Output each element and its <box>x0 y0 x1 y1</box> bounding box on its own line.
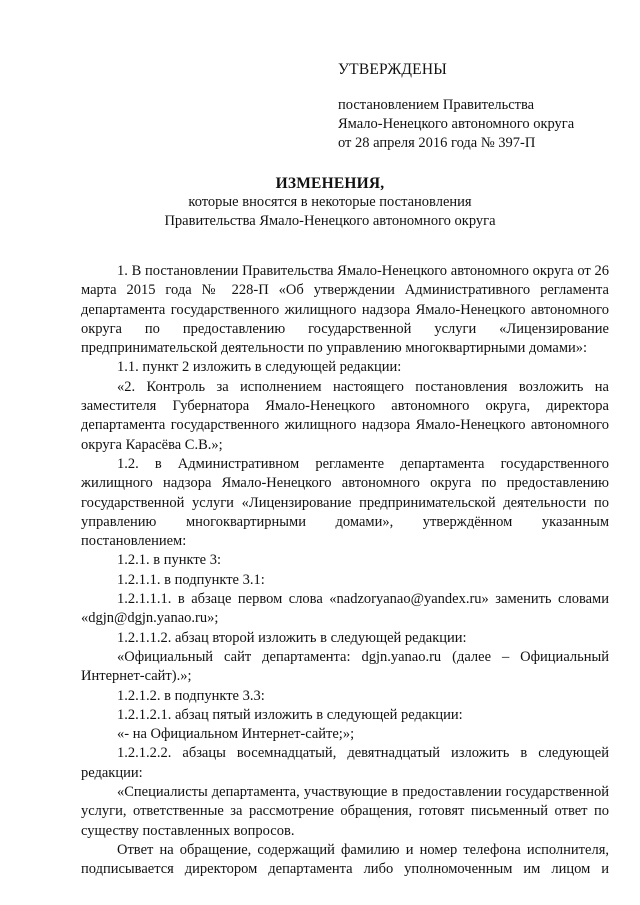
document-title-block <box>60 174 600 231</box>
paragraph: 1.2.1.1. в подпункте 3.1: <box>117 571 265 588</box>
approval-heading: УТВЕРЖДЕНЫ <box>338 61 447 78</box>
paragraph: 1.2. в Административном регламенте департамента государственного жилищного надзора Ямало-Ненецкого автономного округа по предоставлению государственной услуги «Лицензирование предпринимательской деятельности по управлению многоквартирными домами», утверждённом указанным постановлением: <box>81 455 609 550</box>
document-body <box>81 262 609 880</box>
approval-block <box>338 60 618 153</box>
document-title: ИЗМЕНЕНИЯ, <box>275 175 385 192</box>
paragraph: «- на Официальном Интернет-сайте;»; <box>117 726 355 743</box>
paragraph: 1.2.1. в пункте 3: <box>117 552 222 569</box>
document-subtitle-line: которые вносятся в некоторые постановления <box>188 194 472 210</box>
paragraph: «Специалисты департамента, участвующие в предоставлении государственной услуги, ответственные за рассмотрение обращения, готовят письменный ответ по существу поставленных вопросов. <box>81 784 609 839</box>
approval-line: Ямало-Ненецкого автономного округа <box>338 116 575 132</box>
paragraph: 1.2.1.2.1. абзац пятый изложить в следующей редакции: <box>117 706 463 723</box>
paragraph: 1.2.1.1.2. абзац второй изложить в следующей редакции: <box>117 629 467 646</box>
paragraph: 1.2.1.2.2. абзацы восемнадцатый, девятнадцатый изложить в следующей редакции: <box>81 745 609 781</box>
approval-line: от 28 апреля 2016 года № 397-П <box>338 135 536 151</box>
paragraph: 1.1. пункт 2 изложить в следующей редакции: <box>117 359 402 376</box>
paragraph: 1.2.1.1.1. в абзаце первом слова «nadzoryanao@yandex.ru» заменить словами «dgjn@dgjn.yanao.ru»; <box>81 591 609 627</box>
paragraph: «Официальный сайт департамента: dgjn.yanao.ru (далее – Официальный Интернет-сайт).»; <box>81 648 609 685</box>
paragraph: Ответ на обращение, содержащий фамилию и номер телефона исполнителя, подписывается директором департамента либо уполномоченным им лицом и <box>81 841 609 878</box>
paragraph: 1. В постановлении Правительства Ямало-Ненецкого автономного округа от 26 марта 2015 года № 228-П «Об утверждении Административного регламента департамента государственного жилищного надзора Ямало-Ненецкого автономного округа по предоставлению государственной услуги «Лицензирование предпринимательской деятельности по управлению многоквартирными домами»: <box>81 263 609 357</box>
document-subtitle-line: Правительства Ямало-Ненецкого автономного округа <box>164 213 496 229</box>
paragraph: 1.2.1.2. в подпункте 3.3: <box>117 687 265 704</box>
paragraph: «2. Контроль за исполнением настоящего постановления возложить на заместителя Губернатора Ямало-Ненецкого автономного округа, директора департамента государственного жилищного надзора Ямало-Ненецкого автономного округа Карасёва С.В.»; <box>81 378 609 453</box>
approval-line: постановлением Правительства <box>338 97 535 113</box>
